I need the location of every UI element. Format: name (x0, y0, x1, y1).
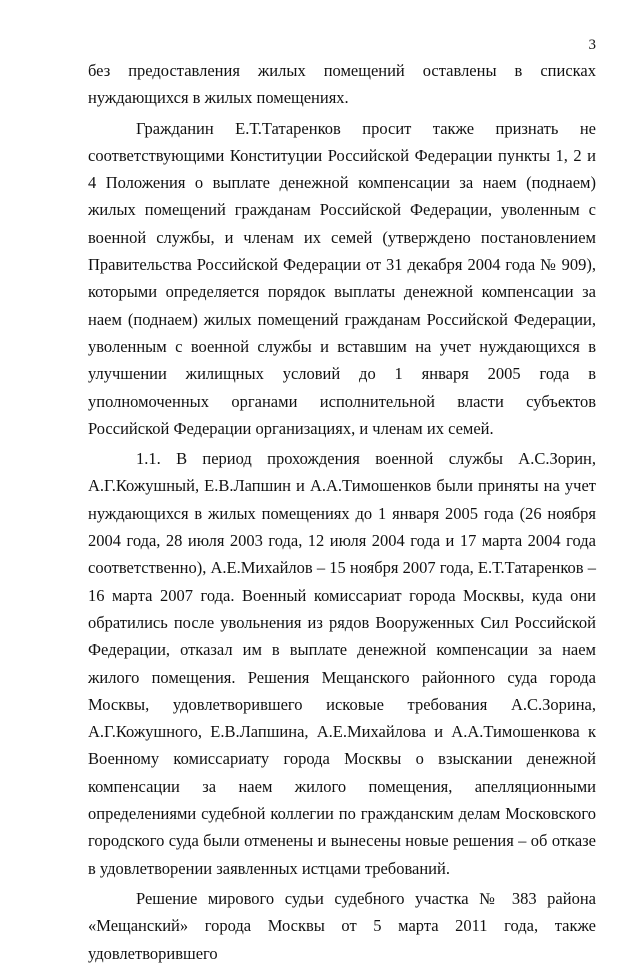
paragraph-section-1-1: 1.1. В период прохождения военной службы А.С.Зорин, А.Г.Кожушный, Е.В.Лапшин и А.А.Тимошенков были приняты на учет нуждающихся в жилых помещениях до 1 января 2005 года (26 ноября 2004 года, 28 июля 2003 года, 12 июля 2004 года и 17 марта 2004 года соответственно), А.Е.Михайлов – 15 ноября 2007 года, Е.Т.Татаренков – 16 марта 2007 года. Военный комиссариат города Москвы, куда они обратились после увольнения из рядов Вооруженных Сил Российской Федерации, отказал им в выплате денежной компенсации за наем жилого помещения. Решения Мещанского районного суда города Москвы, удовлетворившего исковые требования А.С.Зорина, А.Г.Кожушного, Е.В.Лапшина, А.Е.Михайлова и А.А.Тимошенкова к Военному комиссариату города Москвы о взыскании денежной компенсации за наем жилого помещения, апелляционными определениями судебной коллегии по гражданским делам Московского городского суда были отменены и вынесены новые решения – об отказе в удовлетворении заявленных истцами требований. (88, 449, 596, 878)
paragraph-tatarenkov-claim: Гражданин Е.Т.Татаренков просит также признать не соответствующими Конституции Российской Федерации пункты 1, 2 и 4 Положения о выплате денежной компенсации за наем (поднаем) жилых помещений гражданам Российской Федерации, уволенным с военной службы, и членам их семей (утверждено постановлением Правительства Российской Федерации от 31 декабря 2004 года № 909), которыми определяется порядок выплаты денежной компенсации за наем (поднаем) жилых помещений гражданам Российской Федерации, уволенным с военной службы и вставшим на учет нуждающихся в улучшении жилищных условий до 1 января 2005 года в уполномоченных органами исполнительной власти субъектов Российской Федерации организациях, и членам их семей. (88, 118, 596, 438)
page-number: 3 (588, 37, 596, 53)
paragraph-continuation: без предоставления жилых помещений оставлены в списках нуждающихся в жилых помещениях. (88, 61, 596, 108)
document-body (88, 57, 596, 967)
paragraph-magistrate-decision: Решение мирового судьи судебного участка № 383 района «Мещанский» города Москвы от 5 марта 2011 года, также удовлетворившего (88, 888, 596, 963)
